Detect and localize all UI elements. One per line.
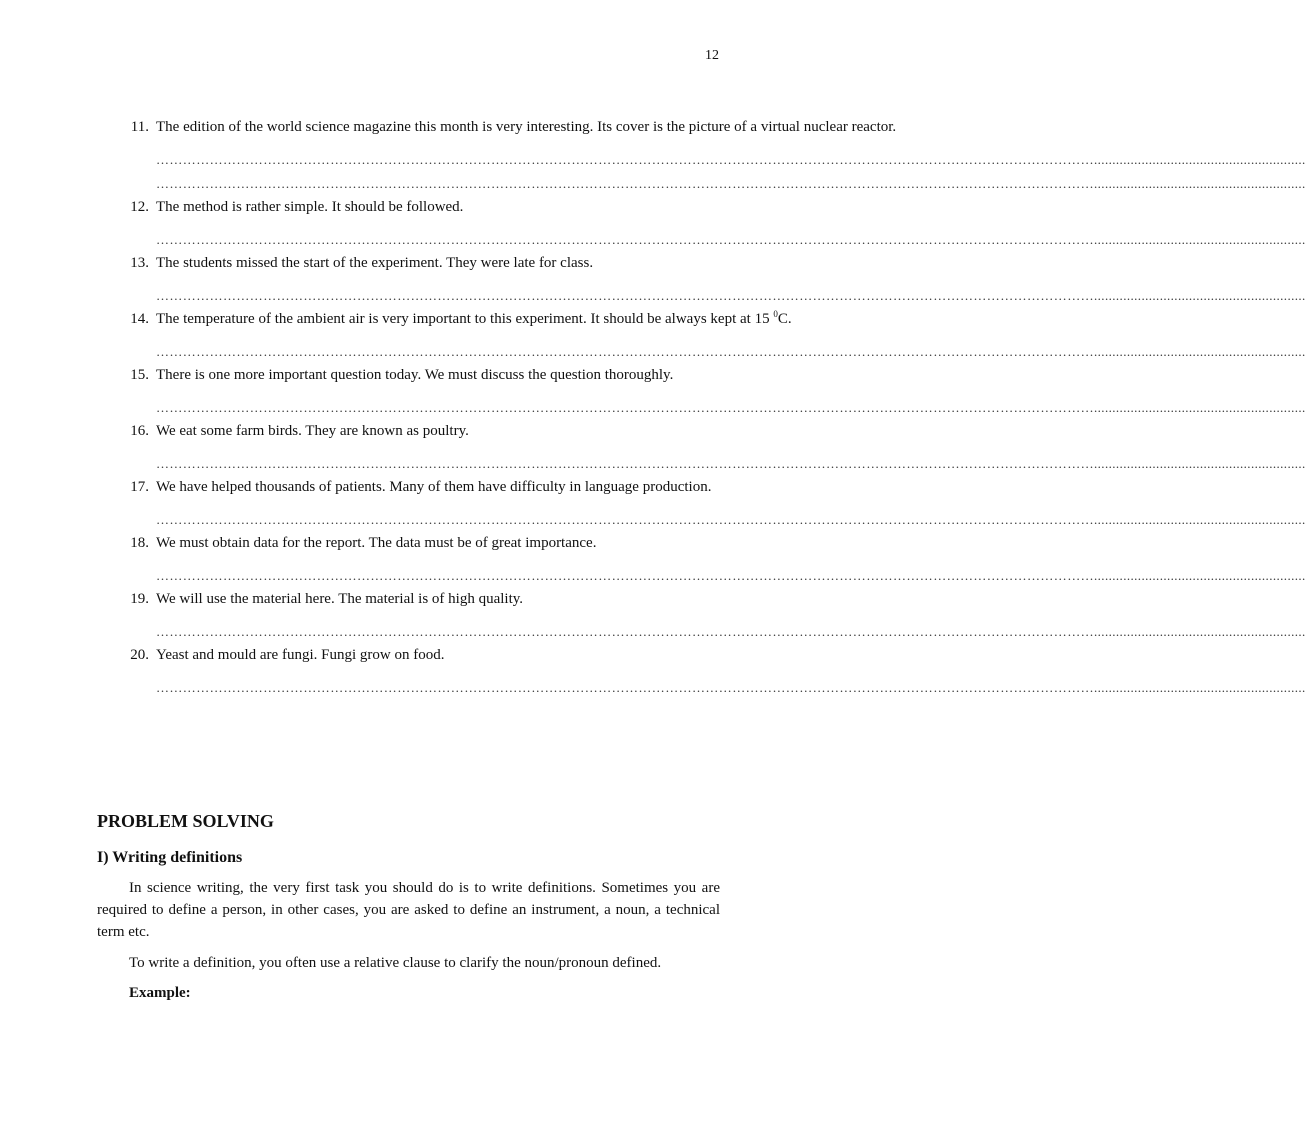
exercise-item [97, 309, 792, 365]
exercise-sentence: We have helped thousands of patients. Many of them have difficulty in language production. [156, 479, 712, 495]
answer-line [156, 229, 1306, 250]
exercise-number: 12. [130, 199, 149, 215]
subsection-title: I) Writing definitions [97, 849, 243, 866]
answer-line [156, 677, 1306, 698]
exercise-item [97, 117, 897, 197]
exercise-sentence: The edition of the world science magazine this month is very interesting. Its cover is the picture of a virtual nuclear reactor. [156, 119, 897, 135]
exercise-list [97, 117, 897, 701]
exercise-sentence: We must obtain data for the report. The data must be of great importance. [156, 535, 597, 551]
exercise-number: 17. [130, 479, 149, 495]
exercise-number: 15. [130, 367, 149, 383]
exercise-item [97, 533, 720, 589]
answer-line [156, 173, 1306, 194]
exercise-sentence [156, 309, 1306, 330]
exercise-number: 18. [130, 535, 149, 551]
answer-line [156, 509, 1306, 530]
exercise-item [97, 253, 720, 309]
exercise-sentence: The method is rather simple. It should be followed. [156, 199, 464, 215]
exercise-sentence: We will use the material here. The material is of high quality. [156, 591, 524, 607]
exercise-sentence: Yeast and mould are fungi. Fungi grow on food. [156, 647, 445, 663]
answer-line [156, 285, 1306, 306]
answer-line [156, 397, 1306, 418]
exercise-sentence: We eat some farm birds. They are known as poultry. [156, 423, 469, 439]
exercise-item [97, 477, 720, 533]
page-number: 12 [705, 48, 719, 63]
exercise-sentence: There is one more important question today. We must discuss the question thoroughly. [156, 367, 674, 383]
exercise-number: 11. [130, 119, 149, 135]
degree-superscript: 0 [773, 309, 778, 319]
exercise-sentence-unit: C. [777, 311, 792, 327]
exercise-number: 20. [130, 647, 149, 663]
exercise-number: 16. [130, 423, 149, 439]
answer-line [156, 341, 1306, 362]
exercise-number: 14. [130, 311, 149, 327]
exercise-sentence-text: The temperature of the ambient air is very important to this experiment. It should be always kept at 15 [156, 311, 774, 327]
exercise-sentence: The students missed the start of the experiment. They were late for class. [156, 255, 594, 271]
answer-line [156, 621, 1306, 642]
exercise-item [97, 645, 720, 701]
section-title: PROBLEM SOLVING [97, 811, 274, 831]
paragraph: To write a definition, you often use a relative clause to clarify the noun/pronoun defined. [129, 955, 662, 971]
exercise-number: 13. [130, 255, 149, 271]
exercise-item [97, 197, 720, 253]
paragraph: In science writing, the very first task you should do is to write definitions. Sometimes you are required to define a person, in other cases, you are asked to define an instrument, a noun, a technical term etc. [97, 880, 720, 940]
exercise-item [97, 421, 720, 477]
example-label: Example: [129, 985, 191, 1001]
answer-line [156, 453, 1306, 474]
exercise-item [97, 589, 720, 645]
answer-line [156, 149, 1306, 170]
exercise-number: 19. [130, 591, 149, 607]
exercise-item [97, 365, 720, 421]
answer-line [156, 565, 1306, 586]
